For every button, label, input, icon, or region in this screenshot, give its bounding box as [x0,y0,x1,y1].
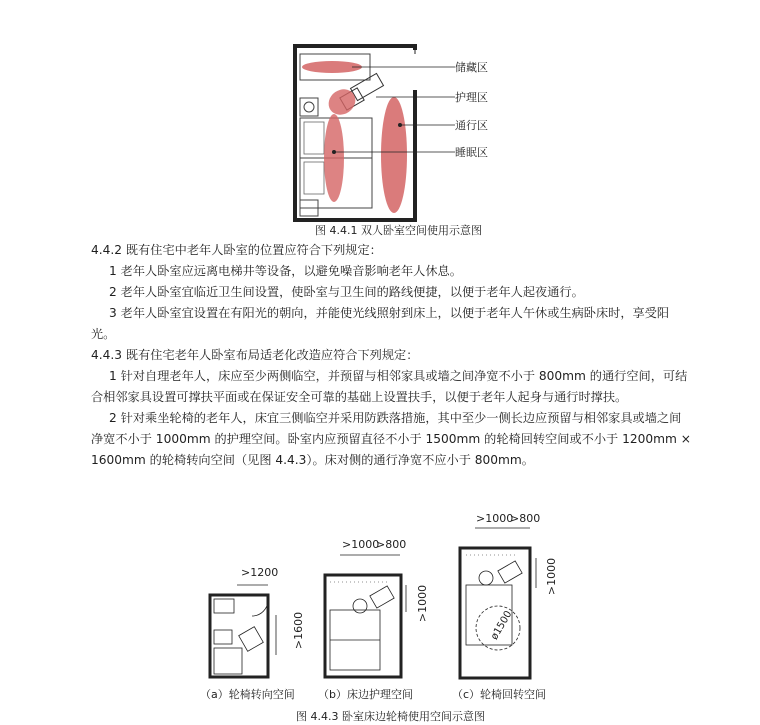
subcaption-a: （a）轮椅转向空间 [200,688,295,701]
zone-label-sleep: 睡眠区 [455,146,488,159]
section-4-4-2-heading: 4.4.2 既有住宅中老年人卧室的位置应符合下列规定： [91,243,382,257]
section-4-4-2-item-2: 2 老年人卧室宜临近卫生间设置，使卧室与卫生间的路线便捷，以便于老年人起夜通行。 [109,285,584,299]
zone-label-storage: 储藏区 [455,61,488,74]
section-4-4-3-heading: 4.4.3 既有住宅老年人卧室布局适老化改造应符合下列规定： [91,348,419,362]
section-4-4-3-item-1: 1 针对自理老年人，床应至少两侧临空，并预留与相邻家具或墙之间净宽不小于 800mm 的通行空间，可结合相邻家具设置可撑扶平面或在保证安全可靠的基础上设置扶手，以便于老年人起身与通行时撑扶。 [91,369,688,404]
subcaption-c: （c）轮椅回转空间 [452,688,547,701]
dim-c-vertical: >1000 [545,557,559,596]
zone-label-care: 护理区 [455,91,488,104]
dim-c-diameter: ø1500 [489,609,515,642]
sleep-zone-shape [324,114,344,202]
section-4-4-2-item-3: 3 老年人卧室宜设置在有阳光的朝向，并能使光线照射到床上，以便于老年人午休或生病卧床时，享受阳光。 [91,306,670,341]
section-4-4-2-item-1: 1 老年人卧室应远离电梯井等设备，以避免噪音影响老年人休息。 [109,264,462,278]
subcaption-b: （b）床边护理空间 [318,688,413,701]
passage-zone-shape [381,97,407,213]
dim-c-right: >800 [510,512,541,525]
body-text [91,240,691,471]
dim-a-height: >1600 [292,611,306,650]
figure-4-4-3-caption: 图 4.4.3 卧室床边轮椅使用空间示意图 [296,710,485,723]
figure-4-4-3-drawing [180,510,600,685]
dim-c-left: >1000 [476,512,514,525]
dim-a-width: >1200 [241,566,279,579]
figure-4-4-1-caption: 图 4.4.1 双人卧室空间使用示意图 [315,224,482,237]
dim-b-left: >1000 [342,538,380,551]
dim-b-vertical: >1000 [416,584,430,623]
zone-label-passage: 通行区 [455,119,488,132]
section-4-4-3-item-2: 2 针对乘坐轮椅的老年人，床宜三侧临空并采用防跌落措施，其中至少一侧长边应预留与相邻家具或墙之间净宽不小于 1000mm 的护理空间。卧室内应预留直径不小于 1500mm 的轮椅回转空间或不小于 1200mm × 1600mm 的轮椅转向空间（见图 4.4.3）。床对侧的通行净宽不应小于 800mm。 [91,411,691,467]
dim-b-right: >800 [376,538,407,551]
